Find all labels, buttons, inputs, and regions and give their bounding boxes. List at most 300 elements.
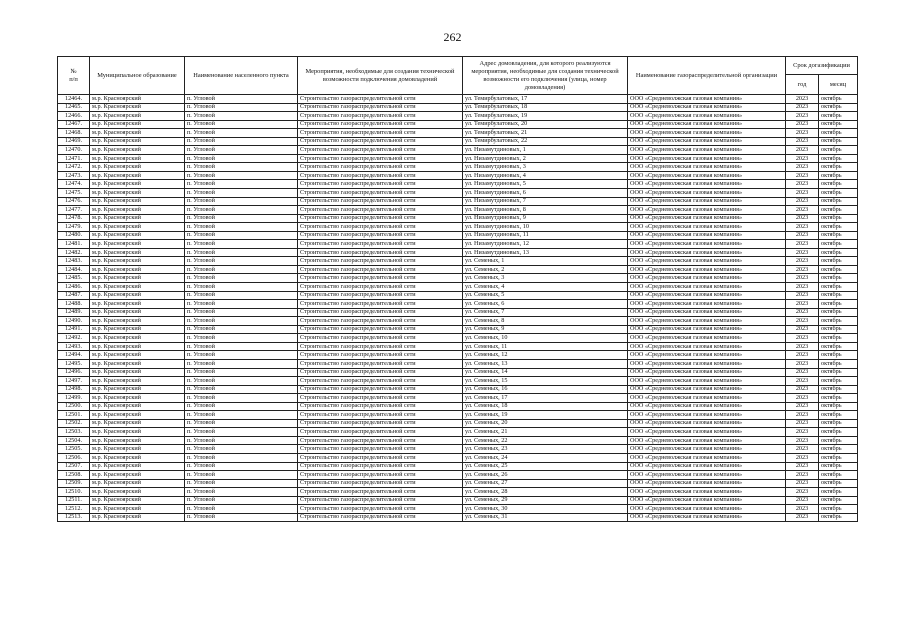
cell-month: октябрь [819,325,858,334]
cell-municipality: м.р. Красноярский [90,479,185,488]
cell-settlement: п. Угловой [185,496,298,505]
cell-organization: ООО «Средневолжская газовая компания» [628,197,786,206]
cell-address: ул. Низамутдиновых, 10 [463,223,628,232]
cell-settlement: п. Угловой [185,334,298,343]
cell-organization: ООО «Средневолжская газовая компания» [628,479,786,488]
cell-year: 2023 [786,445,819,454]
cell-year: 2023 [786,206,819,215]
cell-month: октябрь [819,206,858,215]
cell-municipality: м.р. Красноярский [90,120,185,129]
cell-municipality: м.р. Красноярский [90,180,185,189]
cell-municipality: м.р. Красноярский [90,488,185,497]
table-row [58,368,858,377]
cell-month: октябрь [819,436,858,445]
cell-year: 2023 [786,231,819,240]
cell-year: 2023 [786,95,819,104]
cell-municipality: м.р. Красноярский [90,103,185,112]
cell-year: 2023 [786,368,819,377]
cell-num: 12473. [58,171,90,180]
cell-organization: ООО «Средневолжская газовая компания» [628,300,786,309]
cell-measure: Строительство газораспределительной сети [298,419,463,428]
cell-year: 2023 [786,505,819,514]
cell-measure: Строительство газораспределительной сети [298,240,463,249]
cell-month: октябрь [819,479,858,488]
cell-organization: ООО «Средневолжская газовая компания» [628,462,786,471]
cell-num: 12482. [58,248,90,257]
cell-num: 12498. [58,385,90,394]
header-address: Адрес домовладения, для которого реализуются мероприятия, необходимые для создания технической возможности его подключения (улица, номер домовладения) [463,57,628,95]
cell-municipality: м.р. Красноярский [90,274,185,283]
cell-municipality: м.р. Красноярский [90,206,185,215]
cell-municipality: м.р. Красноярский [90,248,185,257]
cell-month: октябрь [819,120,858,129]
cell-month: октябрь [819,248,858,257]
cell-month: октябрь [819,197,858,206]
cell-organization: ООО «Средневолжская газовая компания» [628,129,786,138]
cell-settlement: п. Угловой [185,197,298,206]
cell-address: ул. Низамутдиновых, 13 [463,248,628,257]
cell-num: 12492. [58,334,90,343]
cell-measure: Строительство газораспределительной сети [298,385,463,394]
cell-year: 2023 [786,436,819,445]
cell-month: октябрь [819,265,858,274]
cell-address: ул. Семеных, 15 [463,377,628,386]
cell-settlement: п. Угловой [185,103,298,112]
cell-organization: ООО «Средневолжская газовая компания» [628,342,786,351]
table-row [58,342,858,351]
table-row [58,385,858,394]
cell-num: 12465. [58,103,90,112]
cell-measure: Строительство газораспределительной сети [298,513,463,522]
cell-year: 2023 [786,300,819,309]
cell-organization: ООО «Средневолжская газовая компания» [628,137,786,146]
cell-municipality: м.р. Красноярский [90,231,185,240]
cell-settlement: п. Угловой [185,368,298,377]
cell-address: ул. Семеных, 14 [463,368,628,377]
cell-organization: ООО «Средневолжская газовая компания» [628,359,786,368]
table-row [58,291,858,300]
table-row [58,248,858,257]
table-row [58,231,858,240]
table-row [58,163,858,172]
cell-measure: Строительство газораспределительной сети [298,95,463,104]
cell-municipality: м.р. Красноярский [90,505,185,514]
cell-municipality: м.р. Красноярский [90,146,185,155]
cell-month: октябрь [819,300,858,309]
cell-measure: Строительство газораспределительной сети [298,163,463,172]
cell-settlement: п. Угловой [185,240,298,249]
cell-settlement: п. Угловой [185,359,298,368]
cell-settlement: п. Угловой [185,223,298,232]
cell-month: октябрь [819,488,858,497]
cell-organization: ООО «Средневолжская газовая компания» [628,231,786,240]
page-number: 262 [443,30,462,44]
cell-year: 2023 [786,197,819,206]
cell-address: ул. Низамутдиновых, 5 [463,180,628,189]
cell-municipality: м.р. Красноярский [90,462,185,471]
cell-measure: Строительство газораспределительной сети [298,479,463,488]
table-row [58,283,858,292]
cell-settlement: п. Угловой [185,171,298,180]
cell-num: 12506. [58,453,90,462]
cell-num: 12510. [58,488,90,497]
cell-settlement: п. Угловой [185,317,298,326]
cell-num: 12483. [58,257,90,266]
cell-month: октябрь [819,257,858,266]
cell-municipality: м.р. Красноярский [90,95,185,104]
cell-month: октябрь [819,317,858,326]
cell-organization: ООО «Средневолжская газовая компания» [628,471,786,480]
cell-settlement: п. Угловой [185,206,298,215]
cell-month: октябрь [819,137,858,146]
cell-num: 12504. [58,436,90,445]
table-row [58,445,858,454]
cell-month: октябрь [819,445,858,454]
cell-settlement: п. Угловой [185,394,298,403]
cell-month: октябрь [819,453,858,462]
cell-month: октябрь [819,428,858,437]
cell-settlement: п. Угловой [185,257,298,266]
cell-num: 12502. [58,419,90,428]
table-body [58,95,858,522]
header-settlement: Наименование населенного пункта [185,57,298,95]
cell-month: октябрь [819,214,858,223]
cell-measure: Строительство газораспределительной сети [298,428,463,437]
cell-year: 2023 [786,351,819,360]
cell-address: ул. Низамутдиновых, 11 [463,231,628,240]
cell-organization: ООО «Средневолжская газовая компания» [628,171,786,180]
cell-address: ул. Семеных, 2 [463,265,628,274]
cell-num: 12486. [58,283,90,292]
cell-num: 12488. [58,300,90,309]
cell-year: 2023 [786,334,819,343]
cell-municipality: м.р. Красноярский [90,445,185,454]
cell-year: 2023 [786,488,819,497]
cell-organization: ООО «Средневолжская газовая компания» [628,411,786,420]
cell-address: ул. Низамутдиновых, 4 [463,171,628,180]
cell-organization: ООО «Средневолжская газовая компания» [628,453,786,462]
cell-num: 12505. [58,445,90,454]
cell-address: ул. Семеных, 20 [463,419,628,428]
cell-address: ул. Семеных, 24 [463,453,628,462]
cell-month: октябрь [819,223,858,232]
cell-settlement: п. Угловой [185,402,298,411]
cell-month: октябрь [819,471,858,480]
cell-num: 12491. [58,325,90,334]
cell-address: ул. Темирбулатовых, 22 [463,137,628,146]
cell-address: ул. Семеных, 30 [463,505,628,514]
cell-month: октябрь [819,112,858,121]
cell-address: ул. Низамутдиновых, 9 [463,214,628,223]
cell-municipality: м.р. Красноярский [90,351,185,360]
cell-municipality: м.р. Красноярский [90,112,185,121]
cell-organization: ООО «Средневолжская газовая компания» [628,120,786,129]
cell-organization: ООО «Средневолжская газовая компания» [628,334,786,343]
cell-address: ул. Семеных, 12 [463,351,628,360]
cell-organization: ООО «Средневолжская газовая компания» [628,257,786,266]
cell-measure: Строительство газораспределительной сети [298,197,463,206]
cell-settlement: п. Угловой [185,112,298,121]
table-header [58,57,858,95]
cell-address: ул. Семеных, 5 [463,291,628,300]
cell-address: ул. Низамутдиновых, 3 [463,163,628,172]
cell-address: ул. Семеных, 19 [463,411,628,420]
cell-year: 2023 [786,496,819,505]
table-row [58,257,858,266]
cell-month: октябрь [819,180,858,189]
cell-organization: ООО «Средневолжская газовая компания» [628,240,786,249]
cell-year: 2023 [786,129,819,138]
cell-year: 2023 [786,112,819,121]
cell-year: 2023 [786,154,819,163]
cell-settlement: п. Угловой [185,95,298,104]
cell-municipality: м.р. Красноярский [90,189,185,198]
header-num: № п/п [58,57,90,95]
cell-organization: ООО «Средневолжская газовая компания» [628,206,786,215]
cell-num: 12487. [58,291,90,300]
cell-organization: ООО «Средневолжская газовая компания» [628,394,786,403]
cell-month: октябрь [819,171,858,180]
cell-municipality: м.р. Красноярский [90,283,185,292]
cell-measure: Строительство газораспределительной сети [298,189,463,198]
table-row [58,308,858,317]
cell-month: октябрь [819,154,858,163]
cell-address: ул. Низамутдиновых, 8 [463,206,628,215]
table-row [58,197,858,206]
cell-month: октябрь [819,146,858,155]
cell-month: октябрь [819,342,858,351]
cell-address: ул. Семеных, 7 [463,308,628,317]
table-row [58,146,858,155]
cell-municipality: м.р. Красноярский [90,402,185,411]
cell-num: 12478. [58,214,90,223]
cell-organization: ООО «Средневолжская газовая компания» [628,488,786,497]
table-row [58,325,858,334]
cell-measure: Строительство газораспределительной сети [298,112,463,121]
cell-address: ул. Семеных, 6 [463,300,628,309]
cell-settlement: п. Угловой [185,300,298,309]
table-row [58,479,858,488]
cell-num: 12503. [58,428,90,437]
cell-year: 2023 [786,163,819,172]
cell-municipality: м.р. Красноярский [90,471,185,480]
cell-num: 12509. [58,479,90,488]
cell-num: 12474. [58,180,90,189]
cell-address: ул. Семеных, 4 [463,283,628,292]
cell-settlement: п. Угловой [185,445,298,454]
cell-measure: Строительство газораспределительной сети [298,308,463,317]
cell-year: 2023 [786,419,819,428]
cell-month: октябрь [819,103,858,112]
cell-year: 2023 [786,453,819,462]
cell-settlement: п. Угловой [185,471,298,480]
cell-year: 2023 [786,248,819,257]
cell-measure: Строительство газораспределительной сети [298,351,463,360]
cell-measure: Строительство газораспределительной сети [298,453,463,462]
cell-month: октябрь [819,189,858,198]
cell-settlement: п. Угловой [185,308,298,317]
cell-address: ул. Низамутдиновых, 6 [463,189,628,198]
cell-municipality: м.р. Красноярский [90,513,185,522]
cell-address: ул. Семеных, 28 [463,488,628,497]
cell-organization: ООО «Средневолжская газовая компания» [628,265,786,274]
cell-settlement: п. Угловой [185,488,298,497]
cell-measure: Строительство газораспределительной сети [298,471,463,480]
cell-settlement: п. Угловой [185,428,298,437]
cell-address: ул. Семеных, 13 [463,359,628,368]
table-row [58,103,858,112]
cell-municipality: м.р. Красноярский [90,223,185,232]
cell-organization: ООО «Средневолжская газовая компания» [628,402,786,411]
cell-num: 12494. [58,351,90,360]
cell-organization: ООО «Средневолжская газовая компания» [628,163,786,172]
cell-year: 2023 [786,428,819,437]
cell-measure: Строительство газораспределительной сети [298,445,463,454]
cell-measure: Строительство газораспределительной сети [298,257,463,266]
cell-municipality: м.р. Красноярский [90,368,185,377]
cell-measure: Строительство газораспределительной сети [298,137,463,146]
cell-month: октябрь [819,359,858,368]
cell-year: 2023 [786,402,819,411]
cell-month: октябрь [819,308,858,317]
cell-settlement: п. Угловой [185,231,298,240]
cell-month: октябрь [819,163,858,172]
cell-year: 2023 [786,265,819,274]
cell-num: 12489. [58,308,90,317]
cell-address: ул. Семеных, 22 [463,436,628,445]
cell-address: ул. Семеных, 18 [463,402,628,411]
cell-organization: ООО «Средневолжская газовая компания» [628,385,786,394]
cell-num: 12499. [58,394,90,403]
cell-year: 2023 [786,462,819,471]
cell-settlement: п. Угловой [185,377,298,386]
cell-organization: ООО «Средневолжская газовая компания» [628,436,786,445]
cell-measure: Строительство газораспределительной сети [298,411,463,420]
cell-measure: Строительство газораспределительной сети [298,488,463,497]
cell-measure: Строительство газораспределительной сети [298,334,463,343]
cell-num: 12512. [58,505,90,514]
cell-settlement: п. Угловой [185,180,298,189]
table-row [58,317,858,326]
cell-year: 2023 [786,103,819,112]
cell-settlement: п. Угловой [185,154,298,163]
cell-address: ул. Семеных, 21 [463,428,628,437]
cell-address: ул. Семеных, 10 [463,334,628,343]
cell-organization: ООО «Средневолжская газовая компания» [628,214,786,223]
cell-measure: Строительство газораспределительной сети [298,300,463,309]
cell-address: ул. Семеных, 17 [463,394,628,403]
cell-measure: Строительство газораспределительной сети [298,103,463,112]
header-municipality: Муниципальное образование [90,57,185,95]
cell-measure: Строительство газораспределительной сети [298,180,463,189]
table-row [58,95,858,104]
cell-measure: Строительство газораспределительной сети [298,129,463,138]
table-row [58,513,858,522]
cell-measure: Строительство газораспределительной сети [298,274,463,283]
table-row [58,240,858,249]
cell-measure: Строительство газораспределительной сети [298,496,463,505]
cell-settlement: п. Угловой [185,462,298,471]
cell-measure: Строительство газораспределительной сети [298,146,463,155]
cell-num: 12467. [58,120,90,129]
cell-organization: ООО «Средневолжская газовая компания» [628,112,786,121]
cell-month: октябрь [819,274,858,283]
cell-municipality: м.р. Красноярский [90,325,185,334]
cell-municipality: м.р. Красноярский [90,342,185,351]
cell-num: 12484. [58,265,90,274]
cell-municipality: м.р. Красноярский [90,163,185,172]
cell-year: 2023 [786,394,819,403]
cell-municipality: м.р. Красноярский [90,265,185,274]
cell-address: ул. Семеных, 27 [463,479,628,488]
cell-year: 2023 [786,325,819,334]
cell-year: 2023 [786,479,819,488]
cell-month: октябрь [819,291,858,300]
cell-address: ул. Семеных, 16 [463,385,628,394]
cell-measure: Строительство газораспределительной сети [298,283,463,292]
table-row [58,436,858,445]
cell-num: 12497. [58,377,90,386]
cell-municipality: м.р. Красноярский [90,436,185,445]
cell-organization: ООО «Средневолжская газовая компания» [628,189,786,198]
table-row [58,180,858,189]
cell-settlement: п. Угловой [185,129,298,138]
cell-address: ул. Темирбулатовых, 20 [463,120,628,129]
cell-organization: ООО «Средневолжская газовая компания» [628,325,786,334]
cell-settlement: п. Угловой [185,505,298,514]
table-row [58,334,858,343]
table-row [58,402,858,411]
cell-month: октябрь [819,283,858,292]
cell-num: 12470. [58,146,90,155]
cell-num: 12513. [58,513,90,522]
cell-address: ул. Низамутдиновых, 7 [463,197,628,206]
cell-municipality: м.р. Красноярский [90,428,185,437]
cell-num: 12472. [58,163,90,172]
cell-measure: Строительство газораспределительной сети [298,377,463,386]
cell-measure: Строительство газораспределительной сети [298,214,463,223]
cell-organization: ООО «Средневолжская газовая компания» [628,351,786,360]
cell-municipality: м.р. Красноярский [90,257,185,266]
cell-organization: ООО «Средневолжская газовая компания» [628,368,786,377]
cell-address: ул. Семеных, 3 [463,274,628,283]
cell-settlement: п. Угловой [185,274,298,283]
cell-address: ул. Семеных, 23 [463,445,628,454]
cell-municipality: м.р. Красноярский [90,385,185,394]
cell-municipality: м.р. Красноярский [90,453,185,462]
cell-measure: Строительство газораспределительной сети [298,171,463,180]
table-row [58,351,858,360]
cell-year: 2023 [786,471,819,480]
table-row [58,377,858,386]
cell-measure: Строительство газораспределительной сети [298,206,463,215]
cell-measure: Строительство газораспределительной сети [298,359,463,368]
cell-address: ул. Семеных, 26 [463,471,628,480]
cell-organization: ООО «Средневолжская газовая компания» [628,180,786,189]
cell-organization: ООО «Средневолжская газовая компания» [628,146,786,155]
cell-settlement: п. Угловой [185,189,298,198]
cell-address: ул. Семеных, 25 [463,462,628,471]
table-row [58,265,858,274]
cell-organization: ООО «Средневолжская газовая компания» [628,496,786,505]
cell-year: 2023 [786,120,819,129]
cell-month: октябрь [819,385,858,394]
cell-year: 2023 [786,308,819,317]
cell-num: 12501. [58,411,90,420]
cell-year: 2023 [786,411,819,420]
cell-month: октябрь [819,513,858,522]
table-row [58,137,858,146]
